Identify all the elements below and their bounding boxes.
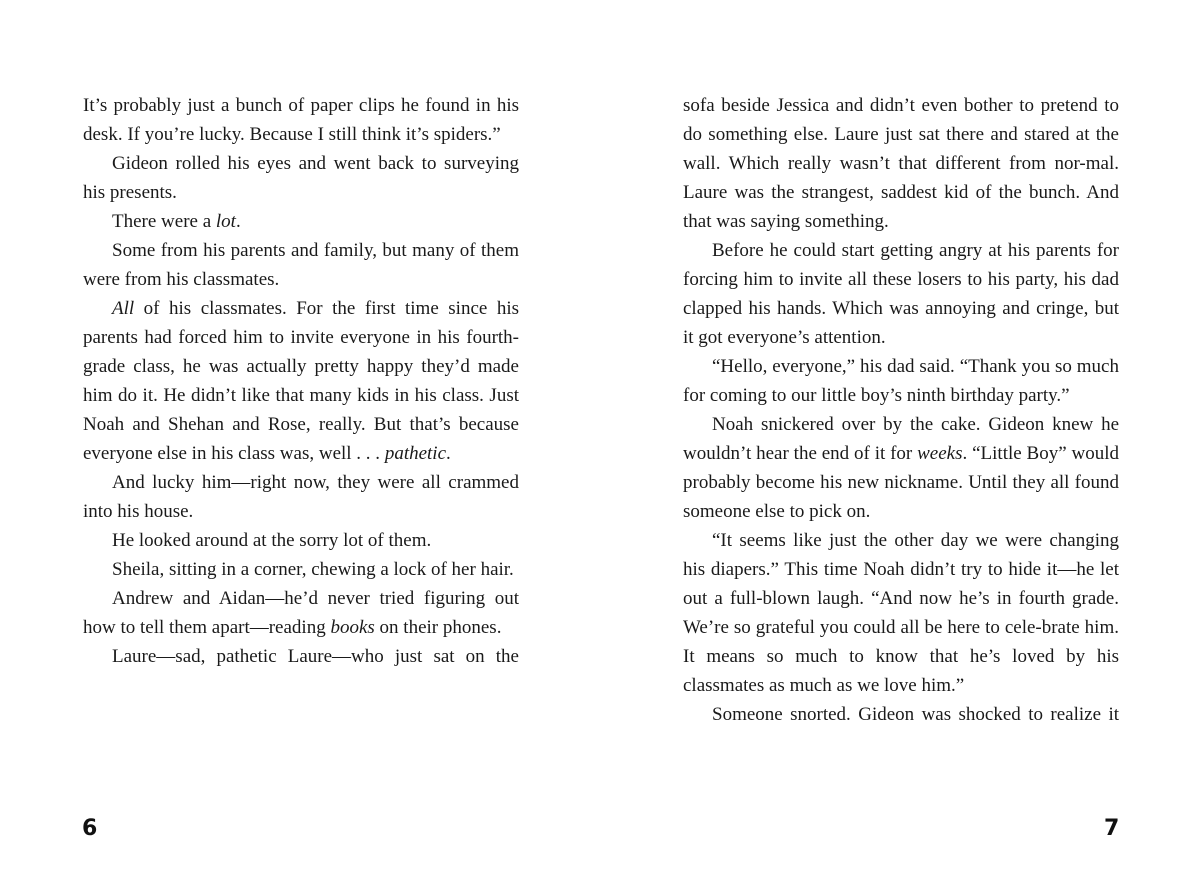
italic-text: All (112, 298, 135, 319)
paragraph (83, 294, 519, 468)
text-run: on their phones. (374, 617, 502, 638)
text-run: Noah snickered over by the cake. Gideon knew he wouldn’t hear the end of it for (683, 414, 1119, 464)
italic-text: books (330, 617, 375, 638)
paragraph (683, 410, 1119, 526)
italic-text: lot (215, 211, 236, 232)
text-run: It’s probably just a bunch of paper clips he found in his desk. If you’re lucky. Because I still think it’s spiders.” (83, 95, 519, 145)
paragraph-continues (83, 642, 519, 671)
text-run: Sheila, sitting in a corner, chewing a lock of her hair. (112, 559, 514, 580)
text-run: Someone snorted. Gideon was shocked to realize it (712, 704, 1119, 725)
paragraph (683, 91, 1119, 236)
paragraph (83, 149, 519, 207)
text-run: Andrew and Aidan—he’d never tried figuring out how to tell them apart—reading (83, 588, 519, 638)
paragraph (83, 526, 519, 555)
paragraph (683, 352, 1119, 410)
text-run: Gideon rolled his eyes and went back to surveying his presents. (83, 153, 519, 203)
paragraph (683, 236, 1119, 352)
text-run: . (235, 211, 241, 232)
paragraph (83, 91, 519, 149)
text-run: “It seems like just the other day we were changing his diapers.” This time Noah didn’t try to hide it—he let out a full-blown laugh. “And now he’s in fourth grade. We’re so grateful you could all be here to cele-brate him. It means so much to know that he’s loved by his classmates as much as we love him.” (683, 530, 1119, 696)
page-number-left: 6 (82, 816, 98, 841)
paragraph (83, 207, 519, 236)
paragraph (83, 584, 519, 642)
text-run: Laure—sad, pathetic Laure—who just sat on the (112, 646, 519, 667)
italic-text: pathetic (384, 443, 447, 464)
page-number-right: 7 (1104, 816, 1120, 841)
paragraph (83, 468, 519, 526)
paragraph (83, 555, 519, 584)
text-run: “Hello, everyone,” his dad said. “Thank you so much for coming to our little boy’s ninth birthday party.” (683, 356, 1119, 406)
text-run: . (446, 443, 451, 464)
left-page-text (83, 91, 519, 671)
paragraph-continues (683, 700, 1119, 729)
paragraph (83, 236, 519, 294)
text-run: of his classmates. For the first time since his parents had forced him to invite everyone in his fourth-grade class, he was actually pretty happy they’d made him do it. He didn’t like that many kids in his class. Just Noah and Shehan and Rose, really. But that’s because everyone else in his class was, well . . . (83, 298, 519, 464)
text-run: There were a (112, 211, 216, 232)
right-page-text (683, 91, 1119, 729)
italic-text: weeks (917, 443, 963, 464)
text-run: . “Little Boy” would probably become his new nickname. Until they all found someone else to pick on. (683, 443, 1120, 522)
text-run: Some from his parents and family, but many of them were from his classmates. (83, 240, 519, 290)
text-run: He looked around at the sorry lot of them. (112, 530, 432, 551)
text-run: sofa beside Jessica and didn’t even bother to pretend to do something else. Laure just sat there and stared at the wall. Which really wasn’t that different from nor-mal. Laure was the strangest, saddest kid of the bunch. And that was saying something. (683, 95, 1119, 232)
text-run: And lucky him—right now, they were all crammed into his house. (83, 472, 519, 522)
text-run: Before he could start getting angry at his parents for forcing him to invite all these losers to his party, his dad clapped his hands. Which was annoying and cringe, but it got everyone’s attention. (683, 240, 1119, 348)
paragraph (683, 526, 1119, 700)
